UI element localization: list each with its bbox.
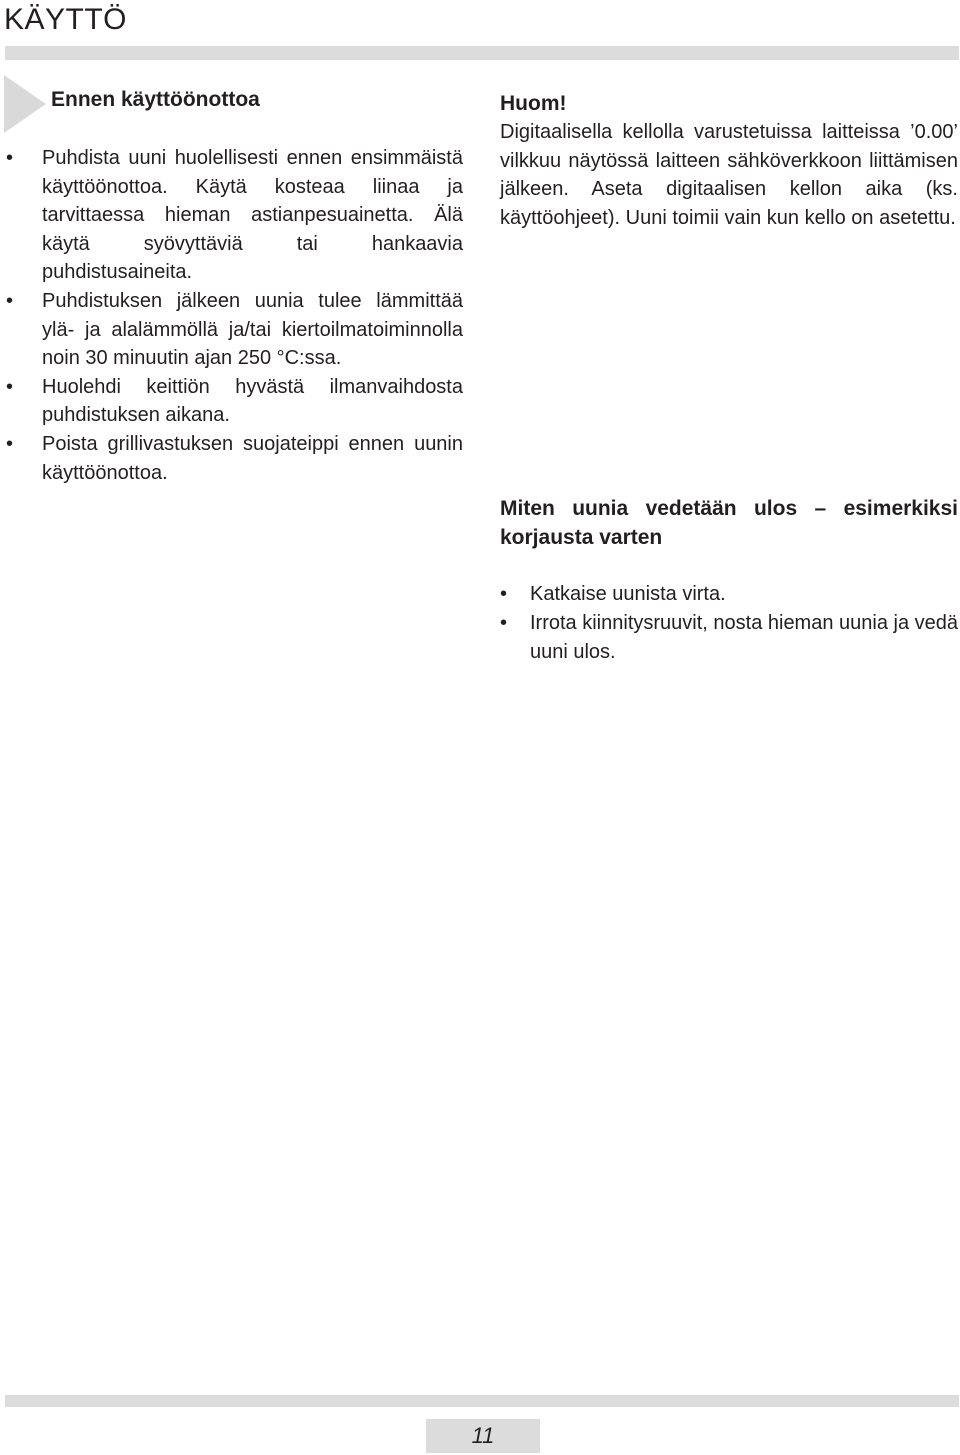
list-item-text: Puhdistuksen jälkeen uunia tulee lämmittää ylä- ja alalämmöllä ja/tai kiertoilmatoiminnolla noin 30 minuutin ajan 250 °C:ssa. xyxy=(42,289,463,370)
page-number: 11 xyxy=(471,1423,495,1448)
bullet-icon: • xyxy=(6,289,14,312)
before-use-list xyxy=(0,144,463,487)
note-block xyxy=(500,89,958,232)
list-item-text: Katkaise uunista virta. xyxy=(530,583,726,605)
list-item xyxy=(0,144,463,287)
pull-out-list xyxy=(500,580,958,667)
list-item-text: Irrota kiinnitysruuvit, nosta hieman uunia ja vedä uuni ulos. xyxy=(530,612,959,663)
list-item-text: Poista grillivastuksen suojateippi ennen uunin käyttöönottoa. xyxy=(42,432,463,484)
section-heading-before-use: Ennen käyttöönottoa xyxy=(51,88,260,111)
list-item xyxy=(0,373,463,430)
bullet-icon: • xyxy=(6,432,14,455)
page-title: KÄYTTÖ xyxy=(4,3,128,36)
list-item xyxy=(0,287,463,373)
bullet-icon: • xyxy=(6,147,14,169)
footer-rule xyxy=(5,1395,959,1407)
bullet-icon: • xyxy=(6,375,14,398)
section-heading-pull-out: Miten uunia vedetään ulos – esimerkiksi korjausta varten xyxy=(500,497,958,549)
play-arrow-icon xyxy=(4,75,46,133)
note-text: Digitaalisella kellolla varustetuissa laitteissa ’0.00’ vilkkuu näytössä laitteen sähköverkkoon liittämisen jälkeen. Aseta digitaalisen kellon aika (ks. käyttöohjeet). Uuni toimii vain kun kello on asetettu. xyxy=(500,121,958,229)
note-title: Huom! xyxy=(500,92,567,115)
page-number-box xyxy=(426,1419,540,1453)
list-item xyxy=(500,609,958,667)
list-item-text: Puhdista uuni huolellisesti ennen ensimmäistä käyttöönottoa. Käytä kosteaa liinaa ja tarvittaessa hieman astianpesuainetta. Älä käytä syövyttäviä tai hankaavia puhdistusaineita. xyxy=(42,147,463,284)
bullet-icon: • xyxy=(500,612,508,634)
list-item xyxy=(500,580,958,609)
bullet-icon: • xyxy=(500,583,508,605)
header-rule xyxy=(5,46,959,60)
list-item xyxy=(0,430,463,487)
list-item-text: Huolehdi keittiön hyvästä ilmanvaihdosta puhdistuksen aikana. xyxy=(42,375,463,427)
